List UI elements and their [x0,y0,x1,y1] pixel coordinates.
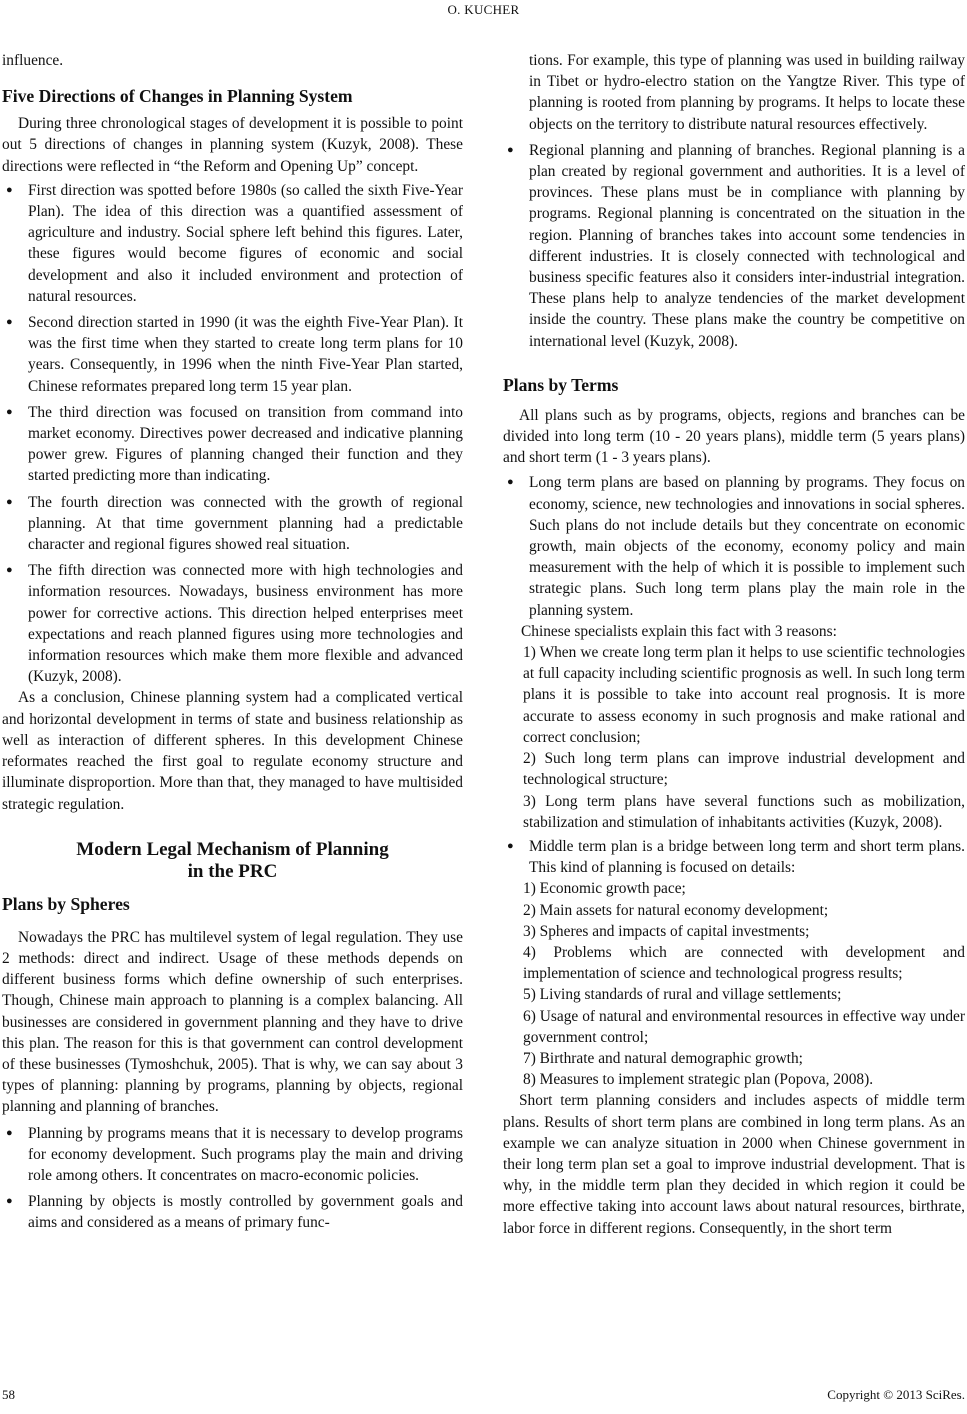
list-item-text: The fifth direction was connected more with high technologies and information resources. Nowadays, business environment has more power for corrective actions. This direction helped enterprises meet expectations and reach planned figures using more technologies and information resources which make them more flexible and advanced (Kuzyk, 2008). [28,562,463,686]
heading-modern-legal-line-1: Modern Legal Mechanism of Planning [76,838,389,860]
right-column [503,50,965,1239]
list-item-text: Second direction started in 1990 (it was the eighth Five-Year Plan). It was the first time when they started to create long term plans for 10 years. Consequently, in 1996 when the ninth Five-Year Plan started, Chinese reformates prepared long term 15 year plan. [28,314,463,395]
list-item-text: Regional planning and planning of branches. Regional planning is a plan created by regional government and authorities. It is a level of provinces. These plans must be in compliance with planning by programs. Regional planning is concentrated on the situation in the region. Planning of branches takes into account some tendencies in different industries. It is closely connected with technological and business specific features also it considers inter-industrial integration. These plans help to analyze tendencies of the market development inside the country. These plans make the country be competitive on international level (Kuzyk, 2008). [529,141,965,350]
list-item-text: The fourth direction was connected with the growth of regional planning. At that time government planning had a predictable character and regional figures showed real situation. [28,493,463,554]
list-item [503,836,965,878]
detail-item: 4) Problems which are connected with development and implementation of science and technological progress results; [523,943,965,983]
bullet-icon: ● [6,316,13,329]
list-item-text: Planning by objects is mostly controlled by government goals and aims and considered as a means of primary func- [28,1193,463,1232]
list-item [503,472,965,620]
paragraph-spheres: Nowadays the PRC has multilevel system of legal regulation. They use 2 methods: direct and indirect. Usage of these methods depends on different business forms which define ownership of such enterprises. Though, Chinese main approach to planning is a complex balancing. All businesses are considered in government planning and they have to drive this plan. The reason for this is that government can control development of these businesses (Tymoshchuk, 2005). That is why, we can say about 3 types of planning: planning by programs, planning by objects, regional planning and planning of branches. [2,928,463,1116]
paragraph-continued: tions. For example, this type of planning was used in building railway in Tibet or hydro-electro station on the Yangtze River. This type of planning is rooted from planning by programs. It helps to locate these objects on the territory to distribute natural resources effectively. [529,52,965,133]
reasons-list [503,642,965,833]
detail-item: 7) Birthrate and natural demographic growth; [523,1049,803,1067]
bullet-icon: ● [507,839,514,852]
bullet-icon: ● [6,183,13,196]
paragraph-terms: All plans such as by programs, objects, regions and branches can be divided into long term (10 - 20 years plans), middle term (5 years plans) and short term (1 - 3 years plans). [503,406,965,467]
list-item [503,140,965,352]
heading-modern-legal-line-2: in the PRC [187,860,278,882]
copyright-notice: Copyright © 2013 SciRes. [827,1387,965,1402]
bullet-icon: ● [507,476,514,489]
list-item [2,1123,463,1187]
running-header: O. KUCHER [447,2,520,17]
heading-five-directions: Five Directions of Changes in Planning System [2,86,353,107]
reason-item: 2) Such long term plans can improve industrial development and technological structure; [523,750,965,789]
directions-list [2,180,463,688]
left-column [2,50,463,1234]
list-item-text: Middle term plan is a bridge between long term and short term plans. This kind of planning is focused on details: [529,837,965,877]
planning-types-list [2,1123,463,1234]
detail-item: 2) Main assets for natural economy development; [523,901,829,919]
reason-item: 3) Long term plans have several functions such as mobilization, stabilization and stimulation of inhabitants activities (Kuzyk, 2008). [523,792,965,831]
page-number: 58 [2,1387,15,1402]
list-item [2,492,463,556]
middle-term-list [503,836,965,878]
list-item [2,560,463,687]
bullet-icon: ● [6,495,13,508]
details-list [503,878,965,1090]
bullet-icon: ● [6,1126,13,1139]
list-item-text: Planning by programs means that it is necessary to develop programs for economy development. Such programs play the main and driving role among others. It concentrates on macro-economic policies. [28,1124,463,1184]
paragraph-intro: During three chronological stages of development it is possible to point out 5 directions of changes in planning system (Kuzyk, 2008). These directions were reflected in “the Reform and Opening Up” concept. [2,115,463,175]
bullet-icon: ● [6,1195,13,1208]
list-item-text: Long term plans are based on planning by programs. They focus on economy, science, new technologies and innovations in social spheres. Such plans do not include details but they concentrate on economic growth, main objects of the economy, economy policy and main measurement with the help of which it is possible to implement such strategic plans. Such long term plans play the main role in the planning system. [529,474,965,619]
paragraph-reasons-intro: Chinese specialists explain this fact with 3 reasons: [521,622,837,640]
detail-item: 8) Measures to implement strategic plan (Popova, 2008). [523,1071,874,1089]
list-item [2,1191,463,1233]
bullet-icon: ● [507,143,514,156]
long-term-list [503,472,965,620]
list-item-text: The third direction was focused on transition from command into market economy. Directives power decreased and indicative planning power grew. Figures of planning changed their function and they started predicting more than indicating. [28,403,463,485]
list-item [2,180,463,307]
paragraph-short-term: Short term planning considers and includes aspects of middle term plans. Results of short term plans are combined in long term plans. As an example we can analyze situation in 2000 when Chinese government in their long term plan set a goal to improve industrial development. That is why, in the middle term plan they decided in which region it could be more effective taking into account laws about natural resources, birthrate, labor force in different regions. Consequently, in the short term [503,1092,965,1237]
heading-plans-by-terms: Plans by Terms [503,374,619,395]
detail-item: 5) Living standards of rural and village settlements; [523,986,842,1004]
bullet-icon: ● [6,405,13,418]
detail-item: 3) Spheres and impacts of capital investments; [523,922,810,940]
list-item [2,312,463,397]
list-item-text: First direction was spotted before 1980s (so called the sixth Five-Year Plan). The idea of this direction was a quantified assessment of agriculture and industry. Social sphere left behind this figures. Later, these figures would become figures of economic and social development and also it included environment and protection of natural resources. [28,181,463,305]
detail-item: 6) Usage of natural and environmental resources in effective way under government control; [523,1007,965,1046]
heading-plans-by-spheres: Plans by Spheres [2,893,130,914]
list-item [2,402,463,487]
paragraph-continued: influence. [2,52,64,69]
bullet-icon: ● [6,564,13,577]
paragraph-conclusion: As a conclusion, Chinese planning system had a complicated vertical and horizontal development in terms of state and business relationship as well as interaction of different spheres. In this development Chinese reformates reached the first goal to regulate economy structure and illuminate disproportion. More than that, they managed to have multisided strategic regulation. [2,689,463,813]
regional-list [503,140,965,352]
reason-item: 1) When we create long term plan it helps to use scientific technologies at full capacity including scientific prognosis as well. In such long term plans it is possible to take into account real prognosis. It is more accurate to assess economy in such prognosis and make rational and correct conclusion; [523,644,965,746]
detail-item: 1) Economic growth pace; [523,880,686,898]
